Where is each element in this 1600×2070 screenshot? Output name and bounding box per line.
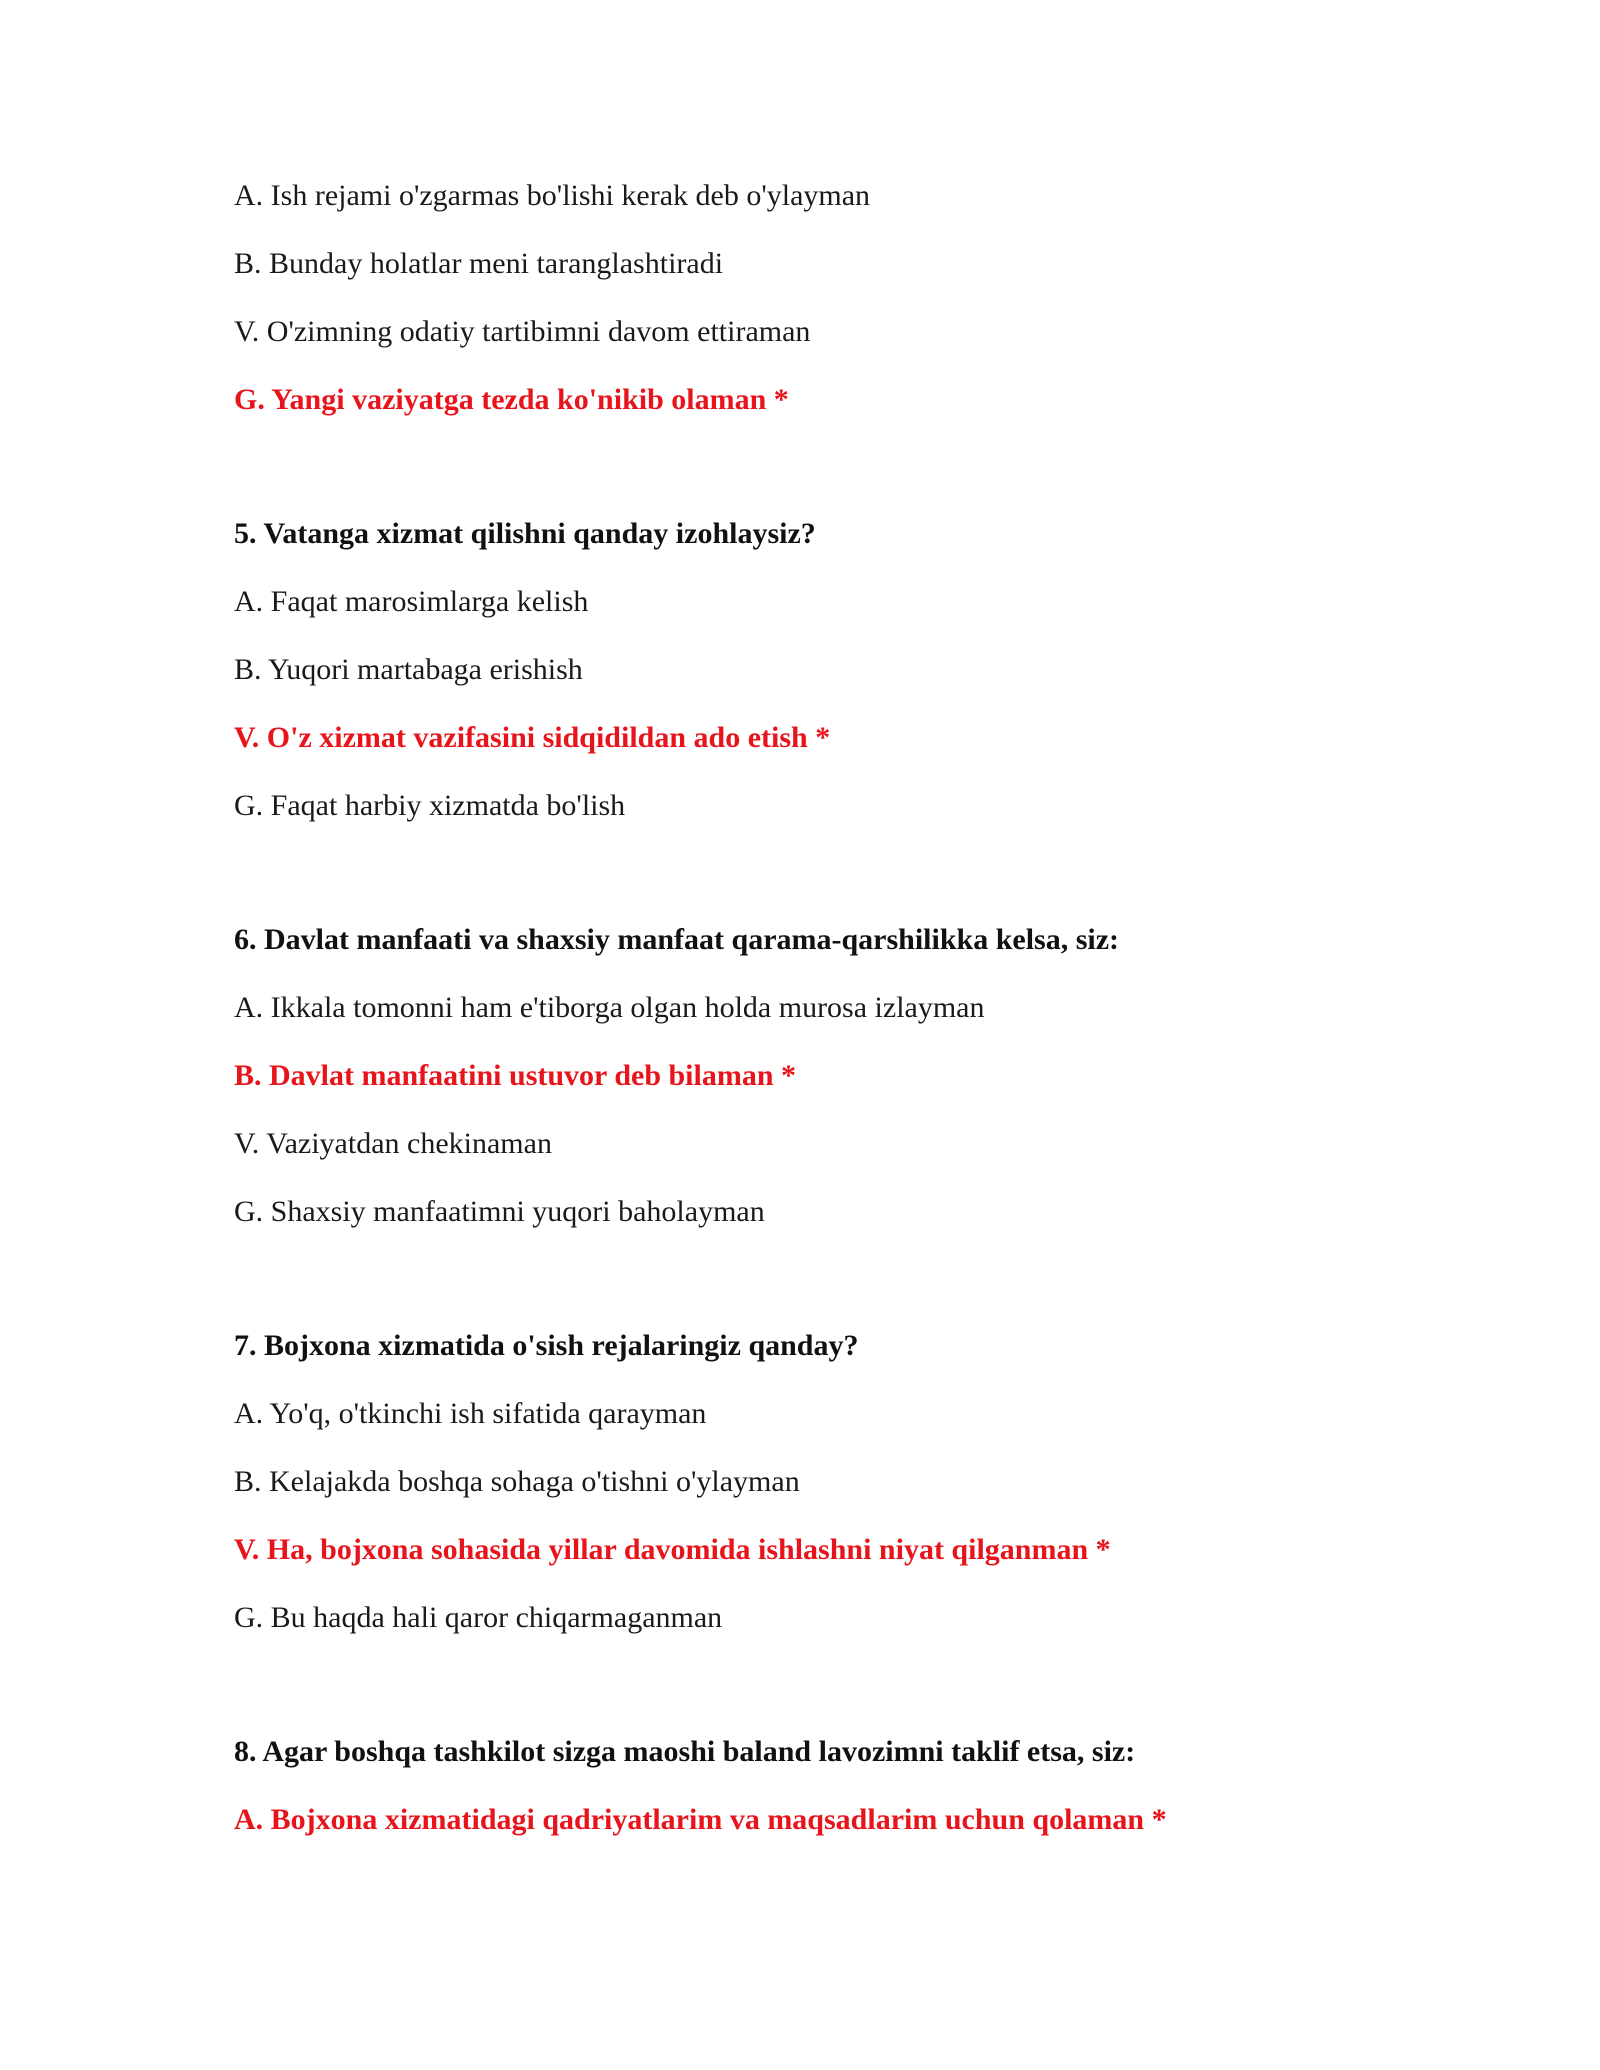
question-block — [234, 922, 1434, 1230]
answer-option: G. Bu haqda hali qaror chiqarmaganman — [234, 1601, 723, 1634]
answer-option: G. Faqat harbiy xizmatda bo'lish — [234, 789, 626, 822]
correct-answer-option: G. Yangi vaziyatga tezda ko'nikib olaman * — [234, 383, 789, 416]
section-spacer — [234, 1668, 1434, 1734]
answer-option: B. Kelajakda boshqa sohaga o'tishni o'ylayman — [234, 1465, 800, 1498]
answer-option: V. Vaziyatdan chekinaman — [234, 1127, 552, 1160]
answer-option: B. Yuqori martabaga erishish — [234, 653, 583, 686]
answer-option: V. O'zimning odatiy tartibimni davom ettiraman — [234, 315, 811, 348]
question-block — [234, 1734, 1434, 1838]
question-text: 7. Bojxona xizmatida o'sish rejalaringiz qanday? — [234, 1329, 859, 1362]
answer-option: A. Yo'q, o'tkinchi ish sifatida qarayman — [234, 1397, 707, 1430]
question-text: 5. Vatanga xizmat qilishni qanday izohlaysiz? — [234, 517, 816, 550]
section-spacer — [234, 1262, 1434, 1328]
question-block — [234, 178, 1434, 418]
document-page — [234, 178, 1434, 1870]
answer-option: A. Ish rejami o'zgarmas bo'lishi kerak deb o'ylayman — [234, 179, 871, 212]
question-block — [234, 1328, 1434, 1636]
answer-option: G. Shaxsiy manfaatimni yuqori baholayman — [234, 1195, 765, 1228]
correct-answer-option: V. Ha, bojxona sohasida yillar davomida ishlashni niyat qilganman * — [234, 1533, 1111, 1566]
question-text: 6. Davlat manfaati va shaxsiy manfaat qarama-qarshilikka kelsa, siz: — [234, 923, 1120, 956]
section-spacer — [234, 856, 1434, 922]
answer-option: B. Bunday holatlar meni taranglashtiradi — [234, 247, 724, 280]
answer-option: A. Ikkala tomonni ham e'tiborga olgan holda murosa izlayman — [234, 991, 985, 1024]
correct-answer-option: V. O'z xizmat vazifasini sidqidildan ado etish * — [234, 721, 831, 754]
question-text: 8. Agar boshqa tashkilot sizga maoshi baland lavozimni taklif etsa, siz: — [234, 1735, 1136, 1768]
question-block — [234, 516, 1434, 824]
answer-option: A. Faqat marosimlarga kelish — [234, 585, 589, 618]
correct-answer-option: A. Bojxona xizmatidagi qadriyatlarim va maqsadlarim uchun qolaman * — [234, 1803, 1167, 1836]
correct-answer-option: B. Davlat manfaatini ustuvor deb bilaman * — [234, 1059, 797, 1092]
section-spacer — [234, 450, 1434, 516]
